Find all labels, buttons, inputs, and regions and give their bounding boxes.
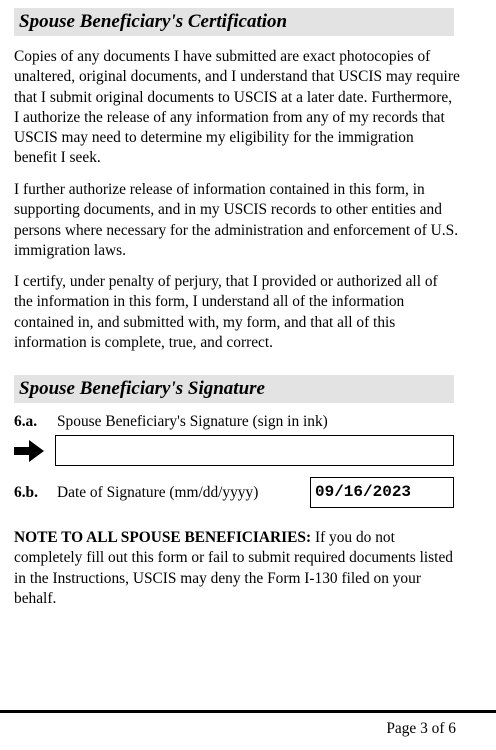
right-arrow-icon (14, 440, 44, 462)
certification-paragraph-1: Copies of any documents I have submitted are exact photocopies of unaltered, original documents, and I understand that USCIS may require that I submit original documents to USCIS at a later date. Furthermore, I authorize the release of any information from any of my records that USCIS may need to determine my eligibility for the immigration benefit I seek. (14, 48, 460, 167)
note-paragraph (14, 528, 460, 609)
signature-field-label: Spouse Beneficiary's Signature (sign in ink) (57, 413, 328, 430)
certification-heading: Spouse Beneficiary's Certification (14, 8, 454, 36)
page-number: Page 3 of 6 (386, 720, 456, 737)
note-text: If you do not completely fill out this form or fail to submit required documents listed in the Instructions, USCIS may deny the Form I-130 filed on your behalf. (14, 529, 453, 607)
date-field-number: 6.b. (14, 484, 38, 501)
signature-field-number: 6.a. (14, 413, 38, 430)
footer-divider (0, 710, 496, 713)
note-lead: NOTE TO ALL SPOUSE BENEFICIARIES: (14, 529, 312, 546)
date-field-label: Date of Signature (mm/dd/yyyy) (57, 484, 259, 501)
signature-heading: Spouse Beneficiary's Signature (14, 375, 454, 403)
certification-paragraph-2: I further authorize release of information contained in this form, in supporting documents, and in my USCIS records to other entities and persons where necessary for the administration and enforcement of U.S. immigration laws. (14, 181, 459, 259)
date-of-signature-input[interactable]: 09/16/2023 (310, 477, 454, 508)
signature-input[interactable] (55, 435, 454, 466)
certification-paragraph-3: I certify, under penalty of perjury, that I provided or authorized all of the information in this form, I understand all of the information contained in, and submitted with, my form, and that all of this information is complete, true, and correct. (14, 273, 438, 351)
